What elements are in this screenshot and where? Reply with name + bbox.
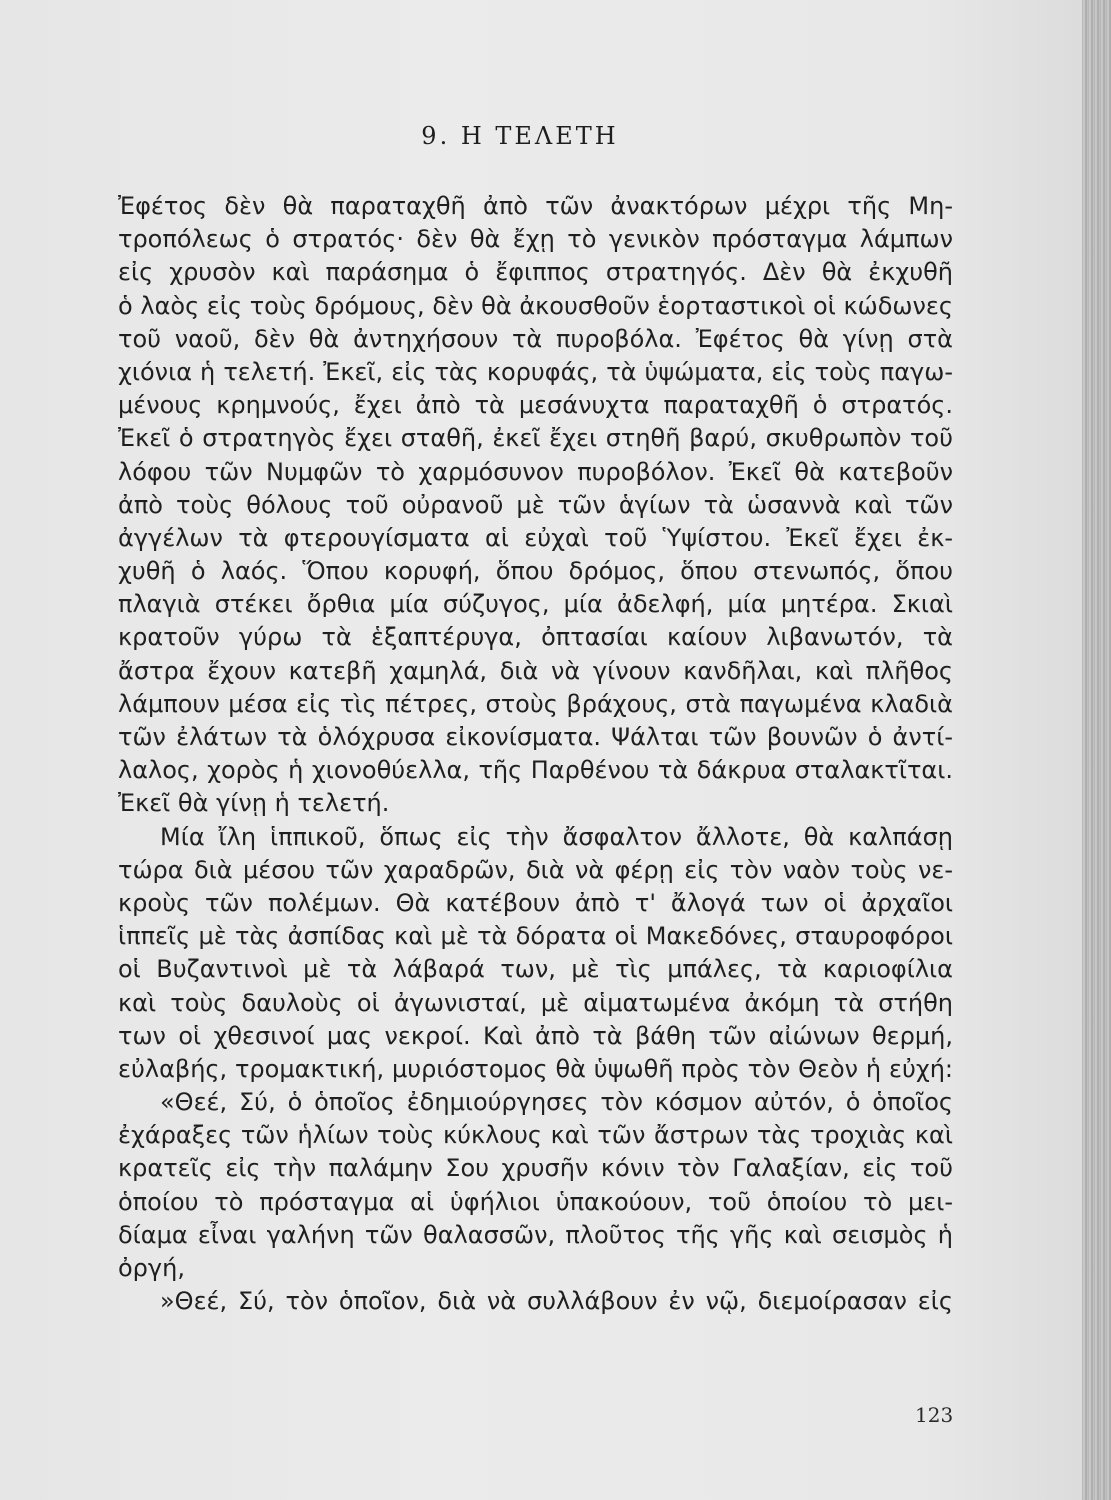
text-line: κρατεῖς εἰς τὴν παλάμην Σου χρυσῆν κόνιν τὸν Γαλαξίαν, εἰς τοῦ [118,1154,953,1183]
text-line: λάμπουν μέσα εἰς τὶς πέτρες, στοὺς βράχους, στὰ παγωμένα κλαδιὰ [118,689,953,718]
text-line: δίαμα εἶναι γαλήνη τῶν θαλασσῶν, πλοῦτος τῆς γῆς καὶ σεισμὸς ἡ [118,1220,953,1249]
text-line: χυθῆ ὁ λαός. Ὅπου κορυφή, ὅπου δρόμος, ὅπου στενωπός, ὅπου [118,557,953,586]
text-line: μένους κρημνούς, ἔχει ἀπὸ τὰ μεσάνυχτα παραταχθῆ ὁ στρατός. [118,391,953,420]
body-text [118,190,953,1318]
text-line: ἄστρα ἔχουν κατεβῆ χαμηλά, διὰ νὰ γίνουν κανδῆλαι, καὶ πλῆθος [118,656,953,685]
text-line: χιόνια ἡ τελετή. Ἐκεῖ, εἰς τὰς κορυφάς, τὰ ὑψώματα, εἰς τοὺς παγω- [118,357,953,386]
text-line: ἀπὸ τοὺς θόλους τοῦ οὐρανοῦ μὲ τῶν ἁγίων τὰ ὡσαννὰ καὶ τῶν [118,490,953,519]
text-line: ὁποίου τὸ πρόσταγμα αἱ ὑφήλιοι ὑπακούουν, τοῦ ὁποίου τὸ μει- [118,1187,953,1216]
text-line: κρατοῦν γύρω τὰ ἑξαπτέρυγα, ὀπτασίαι καίουν λιβανωτόν, τὰ [118,623,953,652]
text-line: τώρα διὰ μέσου τῶν χαραδρῶν, διὰ νὰ φέρῃ εἰς τὸν ναὸν τοὺς νε- [118,855,953,884]
text-line: ὁ λαὸς εἰς τοὺς δρόμους, δὲν θὰ ἀκουσθοῦν ἑορταστικοὶ οἱ κώδωνες [118,291,953,320]
text-line: ἱππεῖς μὲ τὰς ἀσπίδας καὶ μὲ τὰ δόρατα οἱ Μακεδόνες, σταυροφόροι [118,922,953,951]
text-line: των οἱ χθεσινοί μας νεκροί. Καὶ ἀπὸ τὰ βάθη τῶν αἰώνων θερμή, [118,1021,953,1050]
text-line: ἀγγέλων τὰ φτερουγίσματα αἱ εὐχαὶ τοῦ Ὑψίστου. Ἐκεῖ ἔχει ἐκ- [118,523,953,552]
text-line: κροὺς τῶν πολέμων. Θὰ κατέβουν ἀπὸ τ' ἄλογά των οἱ ἀρχαῖοι [118,888,953,917]
text-line: λαλος, χορὸς ἡ χιονοθύελλα, τῆς Παρθένου τὰ δάκρυα σταλακτῖται. [118,756,953,785]
text-line: Μία ἴλη ἱππικοῦ, ὅπως εἰς τὴν ἄσφαλτον ἄλλοτε, θὰ καλπάσῃ [160,822,953,851]
page-edge-decoration [1082,0,1111,1500]
text-line: λόφου τῶν Νυμφῶν τὸ χαρμόσυνον πυροβόλον. Ἐκεῖ θὰ κατεβοῦν [118,457,953,486]
text-line: εὐλαβής, τρομακτική, μυριόστομος θὰ ὑψωθῆ πρὸς τὸν Θεὸν ἡ εὐχή: [118,1054,953,1083]
text-line: ἐχάραξες τῶν ἡλίων τοὺς κύκλους καὶ τῶν ἄστρων τὰς τροχιὰς καὶ [118,1121,953,1150]
page-number: 123 [915,1403,954,1427]
text-line: εἰς χρυσὸν καὶ παράσημα ὁ ἔφιππος στρατηγός. Δὲν θὰ ἐκχυθῆ [118,258,953,287]
text-line: »Θεέ, Σύ, τὸν ὁποῖον, διὰ νὰ συλλάβουν ἐν νῷ, διεμοίρασαν εἰς [160,1287,953,1316]
text-line: ὀργή, [118,1254,185,1282]
text-line: «Θεέ, Σύ, ὁ ὁποῖος ἐδημιούργησες τὸν κόσμον αὐτόν, ὁ ὁποῖος [160,1088,953,1117]
text-line: Ἐκεῖ ὁ στρατηγὸς ἔχει σταθῆ, ἐκεῖ ἔχει στηθῆ βαρύ, σκυθρωπὸν τοῦ [118,424,953,453]
text-line: καὶ τοὺς δαυλοὺς οἱ ἀγωνισταί, μὲ αἱματωμένα ἀκόμη τὰ στήθη [118,988,953,1017]
text-line: τροπόλεως ὁ στρατός· δὲν θὰ ἔχῃ τὸ γενικὸν πρόσταγμα λάμπων [118,225,953,254]
text-line: Ἐκεῖ θὰ γίνῃ ἡ τελετή. [118,789,390,818]
text-line: πλαγιὰ στέκει ὄρθια μία σύζυγος, μία ἀδελφή, μία μητέρα. Σκιαὶ [118,590,953,619]
text-line: τοῦ ναοῦ, δὲν θὰ ἀντηχήσουν τὰ πυροβόλα. Ἐφέτος θὰ γίνῃ στὰ [118,324,953,353]
text-line: οἱ Βυζαντινοὶ μὲ τὰ λάβαρά των, μὲ τὶς μπάλες, τὰ καριοφίλια [118,955,953,984]
chapter-title: 9. Η ΤΕΛΕΤΗ [421,122,619,150]
text-line: τῶν ἐλάτων τὰ ὁλόχρυσα εἰκονίσματα. Ψάλται τῶν βουνῶν ὁ ἀντί- [118,723,953,751]
text-line: Ἐφέτος δὲν θὰ παραταχθῆ ἀπὸ τῶν ἀνακτόρων μέχρι τῆς Μη- [118,192,953,220]
